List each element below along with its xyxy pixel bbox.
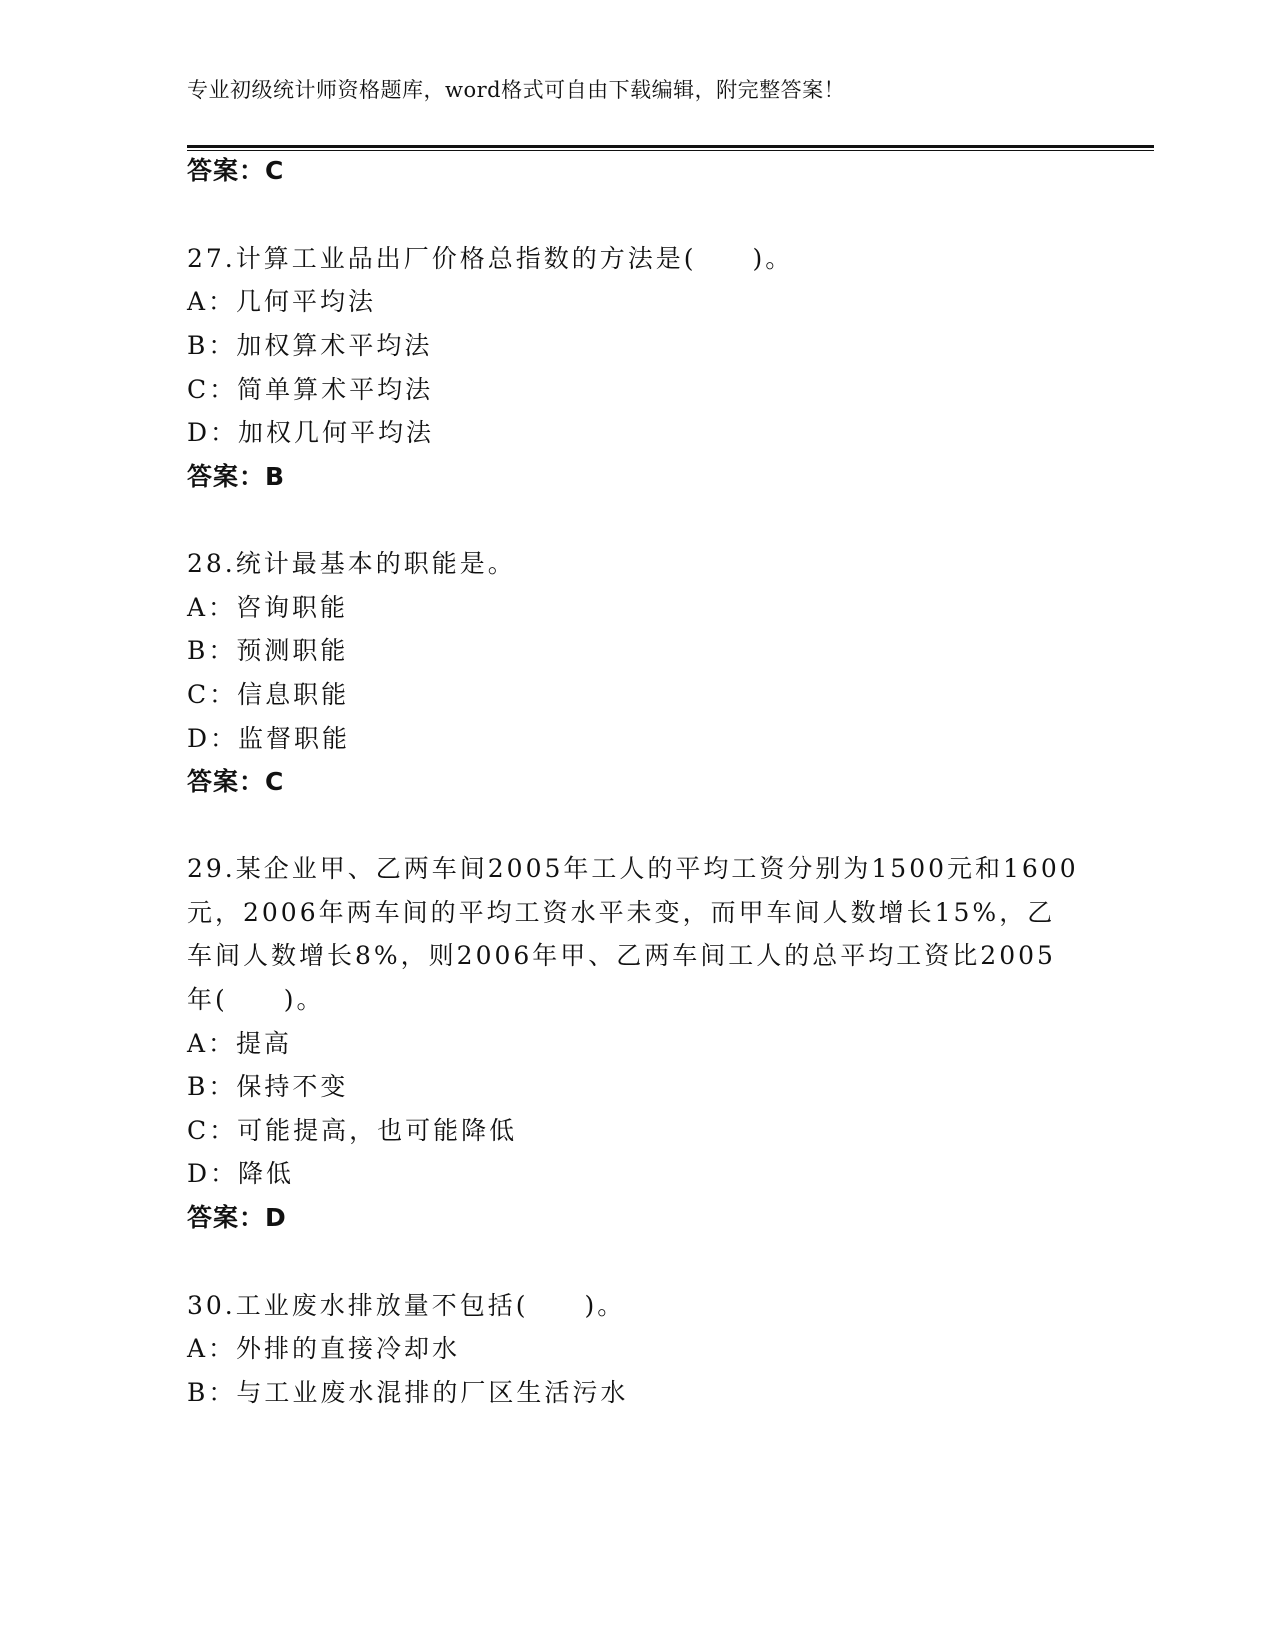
header-rule-thin (187, 150, 1154, 151)
question-28-option-a: A：咨询职能 (187, 593, 349, 622)
page-header: 专业初级统计师资格题库，word格式可自由下载编辑，附完整答案！ (187, 78, 846, 102)
question-29-answer: 答案：D (187, 1203, 287, 1232)
question-27-option-a: A：几何平均法 (187, 287, 377, 316)
question-29-text-line-2: 元，2006年两车间的平均工资水平未变，而甲车间人数增长15%，乙 (187, 898, 1056, 927)
question-29-option-d: D：降低 (187, 1159, 295, 1188)
question-28-option-d: D：监督职能 (187, 724, 351, 753)
question-28-option-c: C：信息职能 (187, 680, 350, 709)
question-29-text-line-4: 年( )。 (187, 985, 325, 1014)
question-29-option-b: B：保持不变 (187, 1072, 349, 1101)
question-29-text-line-3: 车间人数增长8%，则2006年甲、乙两车间工人的总平均工资比2005 (187, 941, 1056, 970)
question-27-text: 27.计算工业品出厂价格总指数的方法是( )。 (187, 244, 794, 273)
question-29-option-c: C：可能提高，也可能降低 (187, 1116, 518, 1145)
header-rule-thick (187, 145, 1154, 148)
question-27-option-c: C：简单算术平均法 (187, 375, 434, 404)
question-27-option-d: D：加权几何平均法 (187, 418, 435, 447)
question-28-text: 28.统计最基本的职能是。 (187, 549, 516, 578)
previous-answer: 答案：C (187, 156, 285, 185)
question-28-option-b: B：预测职能 (187, 636, 349, 665)
question-29-text-line-1: 29.某企业甲、乙两车间2005年工人的平均工资分别为1500元和1600 (187, 854, 1079, 883)
question-30-option-b: B：与工业废水混排的厂区生活污水 (187, 1378, 629, 1407)
question-27-option-b: B：加权算术平均法 (187, 331, 433, 360)
question-30-option-a: A：外排的直接冷却水 (187, 1334, 461, 1363)
question-27-answer: 答案：B (187, 462, 286, 491)
question-30-text: 30.工业废水排放量不包括( )。 (187, 1291, 626, 1320)
question-28-answer: 答案：C (187, 767, 285, 796)
question-29-option-a: A：提高 (187, 1029, 293, 1058)
